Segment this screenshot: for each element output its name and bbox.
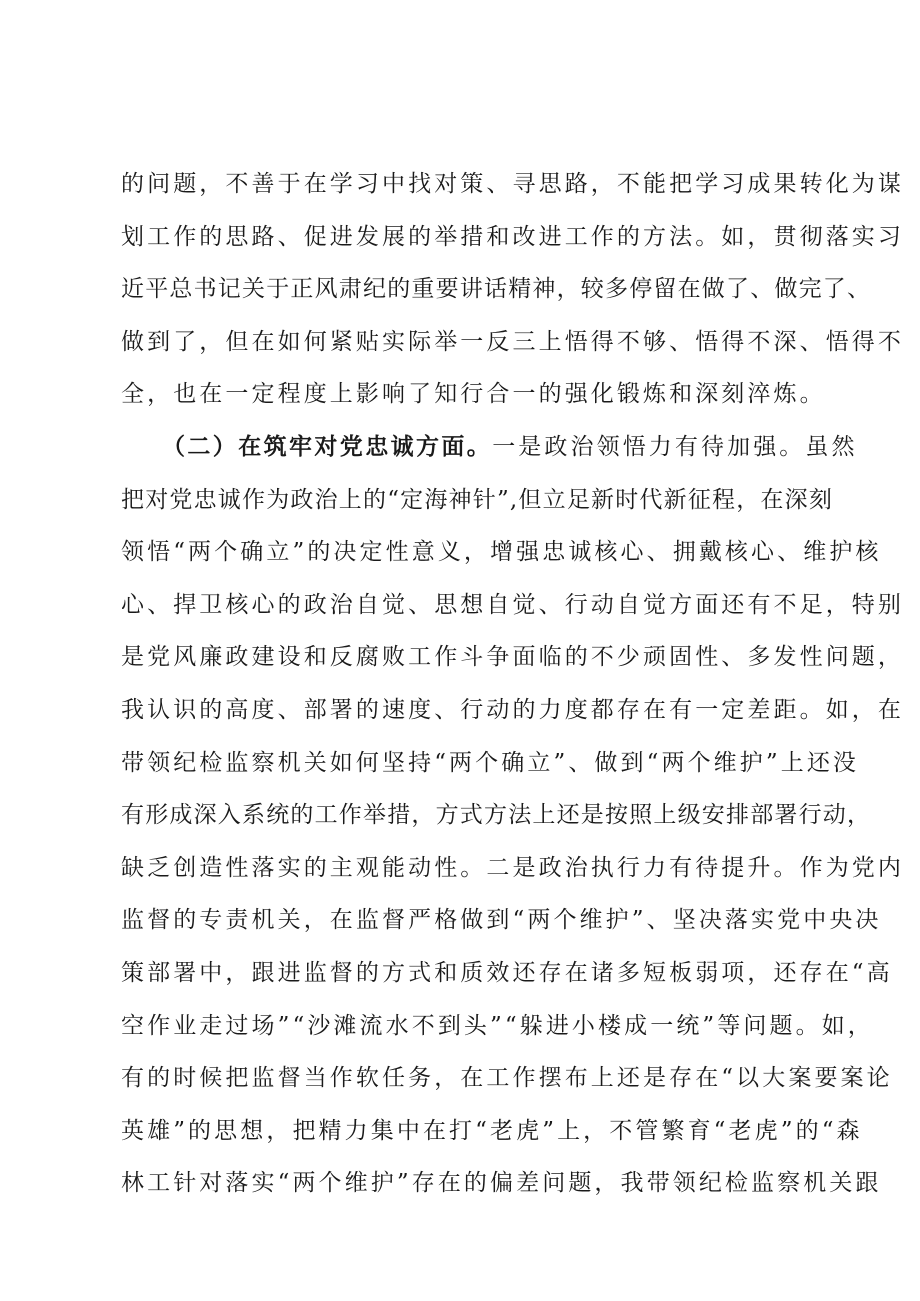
text-line-11: 我认识的高度、部署的速度、行动的力度都存在有一定差距。如，在: [121, 696, 904, 723]
text-line-4: 做到了，但在如何紧贴实际举一反三上悟得不够、悟得不深、悟得不: [121, 328, 904, 355]
text-line-1: 的问题，不善于在学习中找对策、寻思路，不能把学习成果转化为谋: [121, 171, 904, 197]
text-line-18: 有的时候把监督当作软任务，在工作摆布上还是存在“以大案要案论: [121, 1065, 893, 1092]
text-line-13: 有形成深入系统的工作举措，方式方法上还是按照上级安排部署行动，: [121, 802, 872, 829]
text-line-16: 策部署中，跟进监督的方式和质效还存在诸多短板弱项，还存在“高: [121, 959, 893, 986]
text-line-10: 是党风廉政建设和反腐败工作斗争面临的不少顽固性、多发性问题，: [121, 644, 904, 671]
text-line-8: 领悟“两个确立”的决定性意义，增强忠诚核心、拥戴核心、维护核: [121, 539, 882, 566]
text-line-17: 空作业走过场”“沙滩流水不到头”“躲进小楼成一统”等问题。如，: [121, 1012, 874, 1039]
text-line-19: 英雄”的思想，把精力集中在打“老虎”上，不管繁育“老虎”的“森: [121, 1117, 863, 1144]
section-first-line: [121, 421, 858, 474]
text-line-14: 缺乏创造性落实的主观能动性。二是政治执行力有待提升。作为党内: [121, 854, 904, 881]
text-line-20: 林工针对落实“两个维护”存在的偏差问题，我带领纪检监察机关跟: [121, 1170, 882, 1197]
body-text: [121, 158, 904, 1210]
text-line-5: 全，也在一定程度上影响了知行合一的强化锻炼和深刻淬炼。: [121, 381, 826, 408]
text-line-7: 把对党忠诚作为政治上的“定海神针”,但立足新时代新征程，在深刻: [121, 486, 834, 513]
text-line-12: 带领纪检监察机关如何坚持“两个确立”、做到“两个维护”上还没: [121, 749, 860, 776]
text-line-3: 近平总书记关于正风肃纪的重要讲话精神，较多停留在做了、做完了、: [121, 276, 872, 303]
section-heading: （二）在筑牢对党忠诚方面。: [162, 433, 493, 460]
text-line-2: 划工作的思路、促进发展的举措和改进工作的方法。如，贯彻落实习: [121, 223, 904, 250]
text-line-15: 监督的专责机关，在监督严格做到“两个维护”、坚决落实党中央决: [121, 907, 882, 934]
text-line-9: 心、捍卫核心的政治自觉、思想自觉、行动自觉方面还有不足，特别: [121, 591, 904, 618]
section-first-line-rest: 一是政治领悟力有待加强。虽然: [492, 433, 858, 460]
